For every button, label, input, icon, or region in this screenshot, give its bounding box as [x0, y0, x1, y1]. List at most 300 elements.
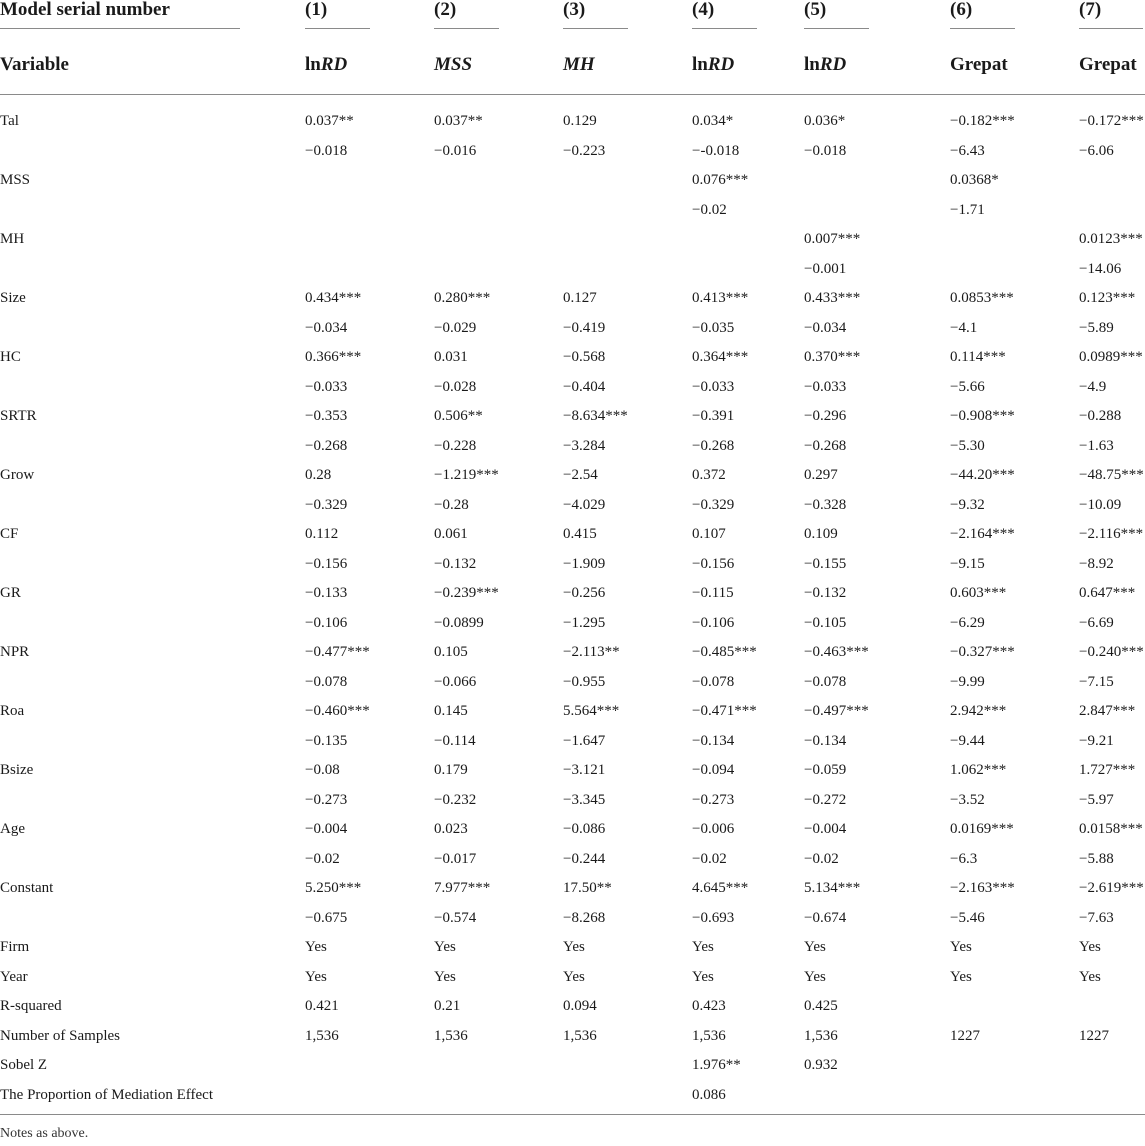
row-label [0, 550, 305, 580]
table-cell: 1,536 [563, 1027, 597, 1044]
table-cell: 0.647*** [1079, 585, 1136, 602]
table-cell: 0.603*** [950, 585, 1007, 602]
table-cell: −0.273 [692, 791, 735, 808]
table-cell: −0.419 [563, 319, 606, 336]
table-cell: 1,536 [692, 1027, 726, 1044]
row-label: R-squared [0, 998, 62, 1015]
table-cell: −8.92 [1079, 555, 1114, 572]
row-label [0, 727, 305, 757]
table-cell: 0.0853*** [950, 290, 1014, 307]
table-cell [563, 196, 692, 226]
table-cell: −0.497*** [804, 703, 869, 720]
table-cell: −0.02 [692, 850, 727, 867]
table-cell: 0.145 [434, 703, 468, 720]
table-cell: −1.219*** [434, 467, 499, 484]
table-cell: Yes [950, 939, 972, 956]
row-label [0, 137, 305, 167]
variable-header-cell-1 [305, 36, 434, 95]
table-cell: 0.421 [305, 998, 339, 1015]
table-cell: 0.0989*** [1079, 349, 1143, 366]
table-cell: −4.029 [563, 496, 606, 513]
table-cell: Yes [950, 968, 972, 985]
table-cell: −0.078 [305, 673, 348, 690]
row-label: Roa [0, 703, 25, 720]
table-cell [434, 1081, 563, 1115]
table-cell: −0.268 [692, 437, 735, 454]
table-cell: 2.942*** [950, 703, 1007, 720]
table-row [0, 1081, 1145, 1115]
table-cell [305, 1081, 434, 1115]
row-label: MSS [0, 172, 31, 189]
table-cell: −9.21 [1079, 732, 1114, 749]
table-cell: −0.078 [804, 673, 847, 690]
table-cell [563, 1051, 692, 1081]
table-cell: −9.44 [950, 732, 985, 749]
variable-header-text: Grepat [1079, 54, 1137, 75]
table-cell: −0.908*** [950, 408, 1015, 425]
row-label: Size [0, 290, 26, 307]
table-cell [305, 196, 434, 226]
table-cell: −7.15 [1079, 673, 1114, 690]
header-row-variable [0, 36, 1145, 95]
table-cell: −0.568 [563, 349, 606, 366]
variable-header-italic: RD [707, 54, 735, 75]
table-cell: 1.062*** [950, 762, 1007, 779]
table-cell: −0.001 [804, 260, 847, 277]
table-cell: −8.634*** [563, 408, 628, 425]
table-row [0, 933, 1145, 963]
table-cell [563, 166, 692, 196]
table-cell: −1.909 [563, 555, 606, 572]
table-cell: 0.094 [563, 998, 597, 1015]
table-cell: 1.727*** [1079, 762, 1136, 779]
table-cell: −1.63 [1079, 437, 1114, 454]
table-cell: −0.232 [434, 791, 477, 808]
table-cell: 0.007*** [804, 231, 861, 248]
table-cell: 0.036* [804, 113, 846, 130]
table-cell: 5.564*** [563, 703, 620, 720]
row-label: Number of Samples [0, 1027, 120, 1044]
table-cell: 0.21 [434, 998, 461, 1015]
table-cell: 0.364*** [692, 349, 749, 366]
table-cell: 0.023 [434, 821, 468, 838]
row-label [0, 609, 305, 639]
table-cell: −0.296 [804, 408, 847, 425]
table-cell [692, 255, 804, 285]
row-label: GR [0, 585, 21, 602]
variable-header-text: Variable [0, 54, 69, 75]
table-cell [804, 1081, 950, 1115]
header-cell-6: (6) [950, 0, 1079, 36]
table-cell: −0.471*** [692, 703, 757, 720]
table-cell: 0.366*** [305, 349, 362, 366]
table-cell [563, 1081, 692, 1115]
table-row [0, 579, 1145, 609]
table-cell: −0.288 [1079, 408, 1122, 425]
header-cell-3: (3) [563, 0, 692, 36]
table-cell: −0.256 [563, 585, 606, 602]
row-label [0, 255, 305, 285]
table-cell: −9.32 [950, 496, 985, 513]
table-cell: −0.029 [434, 319, 477, 336]
table-cell: −0.693 [692, 909, 735, 926]
row-label [0, 668, 305, 698]
table-cell: −0.156 [305, 555, 348, 572]
table-cell: 0.114*** [950, 349, 1006, 366]
variable-header-cell-2 [434, 36, 563, 95]
table-cell: 1,536 [305, 1027, 339, 1044]
table-cell: 0.109 [804, 526, 838, 543]
table-cell: −0.086 [563, 821, 606, 838]
table-cell: −0.106 [692, 614, 735, 631]
table-row [0, 461, 1145, 491]
table-cell [305, 225, 434, 255]
table-row [0, 95, 1145, 137]
table-row [0, 786, 1145, 816]
table-cell: −0.329 [305, 496, 348, 513]
header-cell-0: Model serial number [0, 0, 305, 36]
table-cell: −44.20*** [950, 467, 1015, 484]
row-label: NPR [0, 644, 30, 661]
row-label: MH [0, 231, 25, 248]
table-cell [950, 992, 1079, 1022]
table-cell: −0.172*** [1079, 113, 1144, 130]
table-cell [563, 225, 692, 255]
row-label [0, 314, 305, 344]
table-cell: −6.69 [1079, 614, 1114, 631]
table-cell [1079, 196, 1145, 226]
table-cell: −0.460*** [305, 703, 370, 720]
table-cell: −7.63 [1079, 909, 1114, 926]
table-cell: 17.50** [563, 880, 612, 897]
table-cell [1079, 1081, 1145, 1115]
table-cell: −0.223 [563, 142, 606, 159]
table-cell [950, 255, 1079, 285]
table-cell: −4.9 [1079, 378, 1107, 395]
table-cell [305, 166, 434, 196]
row-label: The Proportion of Mediation Effect [0, 1081, 305, 1115]
row-label: Tal [0, 113, 19, 130]
table-cell: −0.006 [692, 821, 735, 838]
table-notes: Notes as above. [0, 1126, 89, 1141]
variable-header-text: ln [305, 54, 321, 75]
table-cell: −0.02 [692, 201, 727, 218]
table-cell: Yes [1079, 939, 1101, 956]
table-cell: −9.15 [950, 555, 985, 572]
table-cell: −6.06 [1079, 142, 1114, 159]
table-cell [1079, 1051, 1145, 1081]
table-row [0, 697, 1145, 727]
table-cell: 0.086 [692, 1081, 804, 1115]
table-cell: −0.240*** [1079, 644, 1144, 661]
table-cell: −0.391 [692, 408, 735, 425]
table-cell: 5.250*** [305, 880, 362, 897]
table-row [0, 609, 1145, 639]
table-cell: 4.645*** [692, 880, 749, 897]
table-cell: Yes [563, 968, 585, 985]
table-cell: 7.977*** [434, 880, 491, 897]
table-cell: −0.066 [434, 673, 477, 690]
table-cell: −0.156 [692, 555, 735, 572]
table-cell: 1,536 [434, 1027, 468, 1044]
table-cell: Yes [804, 968, 826, 985]
table-row [0, 196, 1145, 226]
table-cell: 0.425 [804, 998, 838, 1015]
table-cell: −4.1 [950, 319, 978, 336]
table-cell: 1227 [1079, 1027, 1109, 1044]
table-cell: 0.423 [692, 998, 726, 1015]
row-label: Firm [0, 939, 30, 956]
table-cell: 0.434*** [305, 290, 362, 307]
table-cell: −2.163*** [950, 880, 1015, 897]
table-cell: −0.018 [305, 142, 348, 159]
table-cell: −0.133 [305, 585, 348, 602]
table-cell: −0.273 [305, 791, 348, 808]
table-row [0, 343, 1145, 373]
table-cell: −0.329 [692, 496, 735, 513]
table-cell: −5.89 [1079, 319, 1114, 336]
table-row [0, 638, 1145, 668]
table-row [0, 904, 1145, 934]
table-cell: Yes [804, 939, 826, 956]
table-cell: −6.29 [950, 614, 985, 631]
table-cell: 0.129 [563, 113, 597, 130]
table-cell: −0.004 [305, 821, 348, 838]
table-cell: −1.71 [950, 201, 985, 218]
table-cell: −8.268 [563, 909, 606, 926]
table-cell: 1.976** [692, 1057, 741, 1074]
table-cell: −0.035 [692, 319, 735, 336]
table-cell [692, 225, 804, 255]
table-cell: −0.08 [305, 762, 340, 779]
table-cell: −0.017 [434, 850, 477, 867]
table-cell: −0.327*** [950, 644, 1015, 661]
table-cell: 0.932 [804, 1057, 838, 1074]
table-cell: −0.105 [804, 614, 847, 631]
row-label [0, 786, 305, 816]
table-row [0, 963, 1145, 993]
table-cell: −0.463*** [804, 644, 869, 661]
table-cell: −2.164*** [950, 526, 1015, 543]
variable-header-cell-7 [1079, 36, 1145, 95]
table-cell: −0.0899 [434, 614, 484, 631]
table-cell: −14.06 [1079, 260, 1122, 277]
table-cell [305, 1051, 434, 1081]
table-cell: −5.88 [1079, 850, 1114, 867]
table-cell: −0.404 [563, 378, 606, 395]
variable-header-italic: MH [563, 54, 595, 75]
table-body [0, 95, 1145, 1115]
row-label [0, 196, 305, 226]
table-cell: 0.123*** [1079, 290, 1136, 307]
table-cell: 0.105 [434, 644, 468, 661]
table-cell: −0.033 [692, 378, 735, 395]
table-row [0, 668, 1145, 698]
table-cell: −0.034 [804, 319, 847, 336]
table-cell: −0.106 [305, 614, 348, 631]
row-label: Grow [0, 467, 35, 484]
table-row [0, 491, 1145, 521]
table-cell [950, 1051, 1079, 1081]
table-cell: −2.619*** [1079, 880, 1144, 897]
row-label [0, 491, 305, 521]
header-cell-5: (5) [804, 0, 950, 36]
table-cell: −0.353 [305, 408, 348, 425]
table-cell: −48.75*** [1079, 467, 1144, 484]
variable-header-text: ln [804, 54, 820, 75]
table-row [0, 815, 1145, 845]
row-label: HC [0, 349, 21, 366]
table-cell: 0.297 [804, 467, 838, 484]
table-cell: −10.09 [1079, 496, 1122, 513]
table-cell: 0.061 [434, 526, 468, 543]
variable-header-cell-6 [950, 36, 1079, 95]
table-cell [804, 196, 950, 226]
table-cell [950, 1081, 1079, 1115]
table-cell: 0.0169*** [950, 821, 1014, 838]
table-cell: 0.127 [563, 290, 597, 307]
table-cell [434, 166, 563, 196]
table-row [0, 845, 1145, 875]
table-cell: −0.134 [692, 732, 735, 749]
table-cell: 0.031 [434, 349, 468, 366]
variable-header-text: ln [692, 54, 708, 75]
row-label: Constant [0, 880, 54, 897]
table-cell: −6.3 [950, 850, 978, 867]
table-cell: −3.52 [950, 791, 985, 808]
table-cell: −0.004 [804, 821, 847, 838]
table-row [0, 225, 1145, 255]
table-cell: 0.037** [305, 113, 354, 130]
table-cell: −0.272 [804, 791, 847, 808]
header-row-model [0, 0, 1145, 36]
table-cell: Yes [305, 939, 327, 956]
table-cell: 0.280*** [434, 290, 491, 307]
row-label [0, 432, 305, 462]
table-cell: 0.413*** [692, 290, 749, 307]
header-cell-7: (7) [1079, 0, 1145, 36]
table-row [0, 402, 1145, 432]
table-cell: −5.97 [1079, 791, 1114, 808]
table-cell: 1227 [950, 1027, 980, 1044]
table-cell: −0.115 [692, 585, 734, 602]
row-label: Sobel Z [0, 1057, 48, 1074]
table-cell: −0.02 [305, 850, 340, 867]
table-cell [434, 1051, 563, 1081]
table-cell: −0.674 [804, 909, 847, 926]
table-cell: Yes [563, 939, 585, 956]
table-cell: Yes [434, 968, 456, 985]
variable-header-cell-4 [692, 36, 804, 95]
table-row [0, 550, 1145, 580]
variable-header-italic: RD [320, 54, 348, 75]
table-cell: −2.116*** [1079, 526, 1144, 543]
table-row [0, 373, 1145, 403]
row-label [0, 845, 305, 875]
table-row [0, 255, 1145, 285]
table-cell: −0.134 [804, 732, 847, 749]
table-cell [950, 225, 1079, 255]
table-cell: −0.477*** [305, 644, 370, 661]
table-cell: −0.059 [804, 762, 847, 779]
table-cell: −2.54 [563, 467, 598, 484]
table-cell: 0.0368* [950, 172, 999, 189]
row-label: Age [0, 821, 25, 838]
table-row [0, 1051, 1145, 1081]
variable-header-cell-3 [563, 36, 692, 95]
table-cell: Yes [692, 968, 714, 985]
table-cell [305, 255, 434, 285]
table-cell: −3.121 [563, 762, 606, 779]
table-cell [563, 255, 692, 285]
table-cell: 0.370*** [804, 349, 861, 366]
row-label [0, 373, 305, 403]
table-cell: −0.155 [804, 555, 847, 572]
table-cell: −9.99 [950, 673, 985, 690]
table-cell: −1.647 [563, 732, 606, 749]
table-cell: −0.182*** [950, 113, 1015, 130]
header-cell-1: (1) [305, 0, 434, 36]
table-cell [1079, 166, 1145, 196]
table-cell: −3.345 [563, 791, 606, 808]
table-cell: −-0.018 [692, 142, 740, 159]
table-cell: 0.506** [434, 408, 483, 425]
row-label: CF [0, 526, 19, 543]
table-cell: −0.574 [434, 909, 477, 926]
table-cell: −0.114 [434, 732, 476, 749]
table-cell: 1,536 [804, 1027, 838, 1044]
table-cell [1079, 992, 1145, 1022]
variable-header-italic: MSS [434, 54, 473, 75]
table-row [0, 284, 1145, 314]
table-cell: 0.0158*** [1079, 821, 1143, 838]
row-label: Year [0, 968, 28, 985]
table-cell [434, 225, 563, 255]
variable-header-cell-0 [0, 36, 305, 95]
table-row [0, 992, 1145, 1022]
table-cell: −1.295 [563, 614, 606, 631]
table-cell: 0.037** [434, 113, 483, 130]
table-cell: 2.847*** [1079, 703, 1136, 720]
table-cell: 0.112 [305, 526, 339, 543]
variable-header-italic: RD [819, 54, 847, 75]
table-cell: −5.66 [950, 378, 985, 395]
table-cell: −0.028 [434, 378, 477, 395]
table-cell: −0.244 [563, 850, 606, 867]
table-cell: −0.034 [305, 319, 348, 336]
row-label: Bsize [0, 762, 34, 779]
table-cell: −0.955 [563, 673, 606, 690]
table-cell: 0.372 [692, 467, 726, 484]
table-row [0, 727, 1145, 757]
table-cell: −0.268 [804, 437, 847, 454]
variable-header-cell-5 [804, 36, 950, 95]
table-cell: Yes [692, 939, 714, 956]
table-cell: −0.268 [305, 437, 348, 454]
table-cell: 5.134*** [804, 880, 861, 897]
table-cell: −0.239*** [434, 585, 499, 602]
table-cell: −0.132 [804, 585, 847, 602]
table-cell: 0.0123*** [1079, 231, 1143, 248]
table-cell [434, 196, 563, 226]
table-cell: −0.675 [305, 909, 348, 926]
table-cell: 0.034* [692, 113, 734, 130]
table-cell: Yes [305, 968, 327, 985]
table-cell: −5.30 [950, 437, 985, 454]
table-cell: 0.179 [434, 762, 468, 779]
row-label [0, 904, 305, 934]
table-row [0, 1022, 1145, 1052]
